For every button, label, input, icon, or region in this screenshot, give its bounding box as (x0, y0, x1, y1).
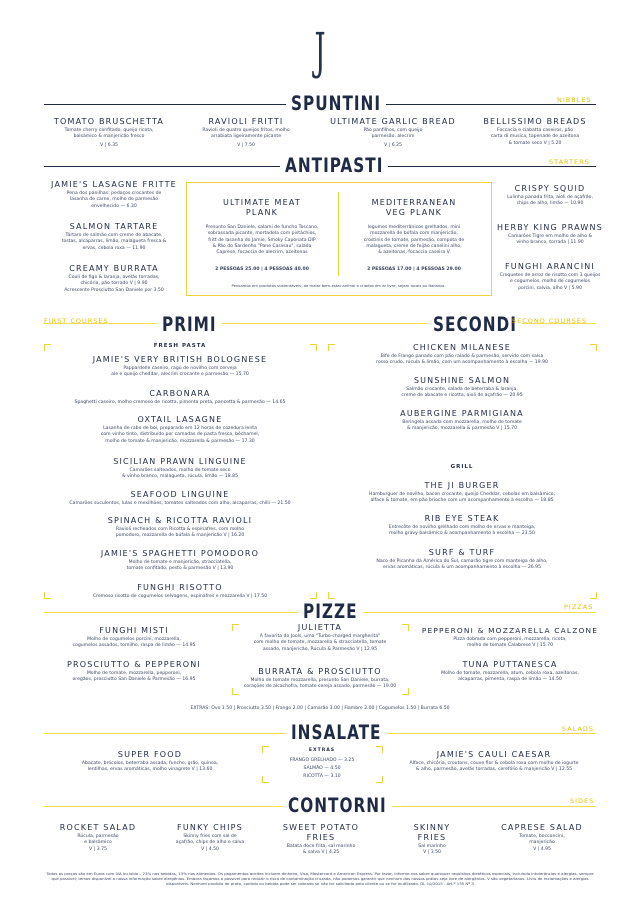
legal-footer: Todos os preços são em Euros com IVA incluído – 23% nas bebidas, 13% nos alimentos. Os pagamentos aceites incluem dinheiro, Visa, Mastercard e American Express. Por favor, informe-nos sobre quaisquer requisitos dietéticos especiais, incluindo intolerâncias e alergias, sempre que possível; temos disponível a nossa informação sobre alergénios. Embora façamos o possível para reduzir o risco de contaminação cruzada, não podemos garantir que nenhum dos nossos pratos seja livre de alergénios. V são vegetarianos. Livro de reclamações e alergias disponíveis. Nenhum produto de prato, contido ou bebida pode ser cobrado se não for solicitado pelo cliente ou se for inutilizado. DL 10/2015 - Art.º 135 Nº 3 (46, 871, 594, 887)
menu-item-name: TOMATO BRUSCHETTA (53, 117, 165, 126)
menu-item-desc: Ravioli de quatro queijos fritos, molho arrabiata ligeiramente picante (202, 128, 290, 140)
menu-item-desc: Cremoso risotto de cogumelos selvagens, espinafres e mozzarella V | 17.50 (92, 594, 268, 599)
menu-item-name: JAMIE'S CAULI CAESAR (436, 750, 552, 759)
salad-extra: FRANGO GRELHADO — 3.25 (289, 758, 355, 763)
menu-item-desc: Tomate cherry confitado, queijo ricota, balsâmico & manjericão fresco (64, 128, 154, 140)
menu-item-name: CHICKEN MILANESE (412, 343, 512, 352)
menu-item-desc: Tártaro de salmão com creme de abacate, tostas, alcaparras, limão, malagueta fresca & ervas, cebola roxa — 11.90 (61, 233, 167, 251)
menu-item-name: ULTIMATE MEAT PLANK (223, 198, 301, 217)
subheading-grill: GRILL (450, 464, 474, 470)
menu-item-name: CARBONARA (149, 389, 211, 398)
subheading-fresh-pasta: FRESH PASTA (153, 343, 207, 349)
menu-item-desc: Alface, chicória, croutons, couve flor & cebola roxa com molho de iogurte & alho, parmesão, avelãs torradas, cerefólio & manjericão V | 12.55 (409, 761, 579, 773)
menu-item-desc: Sal marinho V | 3.50 (418, 844, 446, 856)
corner-ornament (590, 592, 597, 599)
menu-item-desc: Entrecôte de novilho grelhado com molho de ervas e manteiga, molho gravy balsâmico & acompanhamento à escolha — 23.50 (388, 525, 536, 537)
menu-item-desc: Pena dos panilhas: pedaços crocantes de lasanha de carne, molho de parmesão envelhecido — 6.30 (66, 191, 162, 209)
menu-item-name: SEAFOOD LINGUINE (130, 490, 230, 499)
section-tag-starters: STARTERS (549, 158, 590, 166)
menu-item-desc: Camarões suculentos, lulas e mexilhões, tomates salteados com alho, alcaparras, chilli — 21.50 (69, 501, 291, 506)
menu-item-name: THE JI BURGER (424, 481, 500, 490)
section-title-pizze: PIZZE (298, 601, 363, 624)
menu-item-name: SUNSHINE SALMON (413, 376, 511, 385)
corner-ornament (328, 592, 335, 599)
menu-item-desc: Molho de tomate e manjericão, stracciatella, tomate confitado, pesto & parmesão V | 13.90 (126, 560, 234, 572)
menu-item-desc: Rúcula, parmesão e balsâmico V | 3.75 (77, 834, 119, 852)
menu-item-name: RAVIOLI FRITTI (208, 117, 284, 126)
menu-item-desc: Foccacia e ciabatta caseiros, pão carta di musica, tapenade de azeitona & tomate seco V | 5.20 (490, 128, 580, 146)
menu-item-name: JAMIE'S VERY BRITISH BOLOGNESE (92, 355, 268, 364)
menu-item-name: CREAMY BURRATA (69, 264, 159, 273)
menu-item-name: TUNA PUTTANESCA (462, 660, 558, 669)
menu-item-price: V | 6.25 (384, 143, 402, 148)
menu-item-desc: Pappardelle caseiro, ragú de novilho com cerveja ale e queijo cheddar, alecrim crocante e parmesão — 15.70 (111, 366, 249, 378)
menu-item-desc: Tomate, bocconcini, manjericão V | 4.95 (519, 834, 565, 852)
menu-item-name: AUBERGINE PARMIGIANA (400, 409, 524, 418)
menu-item-desc: Ravioli recheados com Ricotta & espinafres, com molho pomodoro, mozzarella de búfala & manjericão V | 16.20 (115, 527, 245, 539)
menu-item-desc: Hamburguer de novilho, bacon crocante, queijo Cheddar, cebolas em balsâmico, alface & tomate, em pão brioche com um acompanhamento à escolha — 18.85 (368, 492, 555, 504)
menu-item-price: 2 PESSOAS 17.00 | 4 PESSOAS 29.00 (367, 267, 461, 272)
menu-item-desc: Couli de figo & laranja, avelãs torradas, chicória, pão torrado V | 9.90 Acrescente Prosciutto San Daniele por 3.50 (64, 275, 164, 293)
menu-item-name: PROSCIUTTO & PEPPERONI (67, 660, 201, 669)
menu-item-desc: Camarões Tigre em molho de alho & vinho branco, torrada | 11.90 (507, 234, 593, 246)
salad-extra: RICOTTA — 3.10 (303, 774, 341, 779)
menu-item-name: MEDITERRANEAN VEG PLANK (371, 198, 457, 217)
menu-item-name: CAPRESE SALAD (501, 823, 583, 832)
section-title-antipasti: ANTIPASTI (280, 155, 388, 178)
menu-item-name: CRISPY SQUID (514, 184, 586, 193)
menu-item-desc: Salmão crocante, salada de beterraba & laranja, creme de abacate e ricotta, aioli de açafrão — 20.95 (401, 387, 523, 399)
planks-divider (338, 192, 339, 276)
menu-item-name: JULIETTA (297, 623, 343, 632)
menu-item-desc: Molho de cogumelos porcini, mozzarella, cogumelos assados, tomilho, raspa de limão — 14.95 (72, 637, 196, 649)
section-tag-second-courses: SECOND COURSES (512, 317, 588, 325)
menu-item-name: SWEET POTATO FRIES (282, 823, 360, 842)
section-tag-pizzas: PIZZAS (564, 603, 594, 611)
menu-item-name: SKINNY FRIES (413, 823, 451, 842)
menu-item-name: FUNKY CHIPS (177, 823, 243, 832)
menu-item-name: ROCKET SALAD (59, 823, 137, 832)
menu-item-name: OXTAIL LASAGNE (137, 415, 223, 424)
menu-item-desc: Batata doce frita, sal marinho & salva V | 4.25 (286, 844, 356, 856)
menu-item-name: JAMIE'S SPAGHETTI POMODORO (100, 549, 260, 558)
salad-extra: SALMÃO — 4.50 (303, 766, 341, 771)
section-tag-nibbles: NIBBLES (557, 96, 592, 104)
menu-item-price: V | 7.50 (237, 143, 255, 148)
section-tag-sides: SIDES (570, 797, 595, 805)
menu-item-desc: Molho de tomate, mozzarella, atum, cebola roxa, azeitonas, alcaparras, pimenta, raspa de limão — 14.50 (441, 671, 579, 683)
menu-item-desc: Camarões salteados, molho de tomate seco & vinho branco, malagueta, rúcula, limão — 18.85 (121, 468, 239, 480)
section-title-secondi: SECONDI (428, 314, 522, 337)
menu-item-name: ULTIMATE GARLIC BREAD (330, 117, 456, 126)
section-title-insalate: INSALATE (286, 722, 387, 745)
menu-item-name: SUPER FOOD (117, 750, 183, 759)
menu-item-name: SALMON TARTARE (69, 222, 159, 231)
menu-item-desc: Presunto San Daniele, salami de funcho Toscano, sobrassada picante, mortadela com pistáchios, fritt de lasanha do Jamie, Smoky Caponata DIP & Pão do Sardenho "Pane Carasau", salada Caprese, focaccia de alecrim, azeitonas (205, 225, 319, 256)
menu-item-name: BELLISSIMO BREADS (483, 117, 587, 126)
restaurant-logo: J (314, 22, 326, 80)
pizza-extras: EXTRAS: Ovo 1.50 | Prosciutto 3.50 | Frango 2.00 | Camarão 3.00 | Fiambre 2.00 | Cogumelos 1.50 | Burrata 6.50 (190, 706, 450, 711)
menu-item-desc: Molho de tomate mozzarella, presunto San Daniele, burrata, corações de alcachofra, tomate cereja assado, parmesão — 19.00 (243, 678, 397, 690)
menu-item-desc: Abacate, brócolos, beterraba assada, funcho, grão, quinoa, lentilhas, ervas aromáticas, molho vinagrete V | 13.60 (81, 761, 219, 773)
menu-item-desc: legumes mediterrânicos grelhados, mini mozzarella de búfala com manjericão, crostinis de tomate, parmesão, compota de malagueta, creme de feijão canelini alho, & azeitonas, focaccia caseira V (363, 225, 465, 256)
menu-item-desc: Lulinha panada frita, aioli de açafrão, chips de alho, limão — 10.90 (507, 195, 593, 207)
menu-item-desc: Lasanha de rabo de boi, preparado em 12 horas de cozedura lenta com vinho tinto, distribuído por camadas de pasta fresca, béchamel, molho de tomate & manjericão, mozzarella & parmesão — 17.30 (100, 426, 260, 444)
menu-item-desc: A favorita do Jools, uma "Turbo-charged margherita" com molho de tomate, mozzarella & stracciatella, tomate assado, manjericão, Rúcula & Parmesão V | 12.95 (253, 634, 387, 652)
menu-item-name: FUNGHI MISTI (99, 626, 169, 635)
menu-item-name: JAMIE'S LASAGNE FRITTE (51, 180, 177, 189)
menu-item-price: V | 6.35 (100, 143, 118, 148)
menu-item-name: FUNGHI RISOTTO (137, 583, 223, 592)
menu-item-name: PEPPERONI & MOZZARELLA CALZONE (421, 626, 599, 635)
menu-item-desc: Molho de tomate, mozzarella, pepperoni, oregãos, prosciutto San Daniele & Parmesão — 16.95 (72, 671, 196, 683)
section-tag-first-courses: FIRST COURSES (44, 317, 109, 325)
menu-item-price: 2 PESSOAS 25.00 | 4 PESSOAS 40.00 (215, 267, 309, 272)
menu-item-name: RIB EYE STEAK (424, 514, 500, 523)
menu-item-desc: Croquetes de arroz de risotto com 3 queijos e cogumelos, molho de cogumelos porcini, salvia, alho V | 5.90 (499, 273, 601, 291)
menu-item-name: FUNGHI ARANCINI (504, 262, 595, 271)
section-title-spuntini: SPUNTINI (286, 93, 386, 116)
section-tag-salads: SALADS (562, 725, 595, 733)
menu-item-desc: Pizza dobrada com pepperoni, mozzarella, ricota, molho de tomate Calabrese V | 15.70 (453, 637, 567, 649)
menu-item-desc: Spaghetti caseiro, molho cremoso de ricotta, pimenta preta, pancetta & parmesão — 14.65 (74, 400, 286, 405)
menu-item-desc: Beringela assada com mozzarella, molho de tomate & manjericão, mozzarella & parmesão V | 15.70 (402, 420, 522, 432)
menu-item-desc: Skinny fries com sal de açafrão, chips de alho e salva V | 4.50 (175, 834, 245, 852)
menu-item-name: BURRATA & PROSCIUTTO (258, 667, 382, 676)
menu-item-name: HERBY KING PRAWNS (497, 223, 603, 232)
menu-item-desc: Bife de Frango panado com pão ralado & parmesão, servido com salsa rosso crudo, rúcula & limão, com um acompanhamento à escolha — 19.90 (376, 354, 548, 366)
section-title-contorni: CONTORNI (283, 795, 392, 818)
menu-item-desc: Pão panfilhos, com queijo parmesão, alecrim (363, 128, 423, 140)
menu-item-desc: Naco de Picanha da América do Sul, camarão tigre com manteiga de alho, ervas aromáticas, rúcula & um acompanhamento à escolha — 26.95 (376, 559, 548, 571)
planks-note: Pensamos em produtos sustentáveis, de maior bem-estar animal e criados em ar livre, sejam locais ou Italianos (231, 283, 445, 288)
menu-item-name: SICILIAN PRAWN LINGUINE (113, 457, 247, 466)
section-title-primi: PRIMI (157, 314, 222, 337)
salad-extras-title: EXTRAS (308, 748, 336, 753)
menu-item-name: SURF & TURF (428, 548, 496, 557)
menu-item-name: SPINACH & RICOTTA RAVIOLI (107, 516, 253, 525)
